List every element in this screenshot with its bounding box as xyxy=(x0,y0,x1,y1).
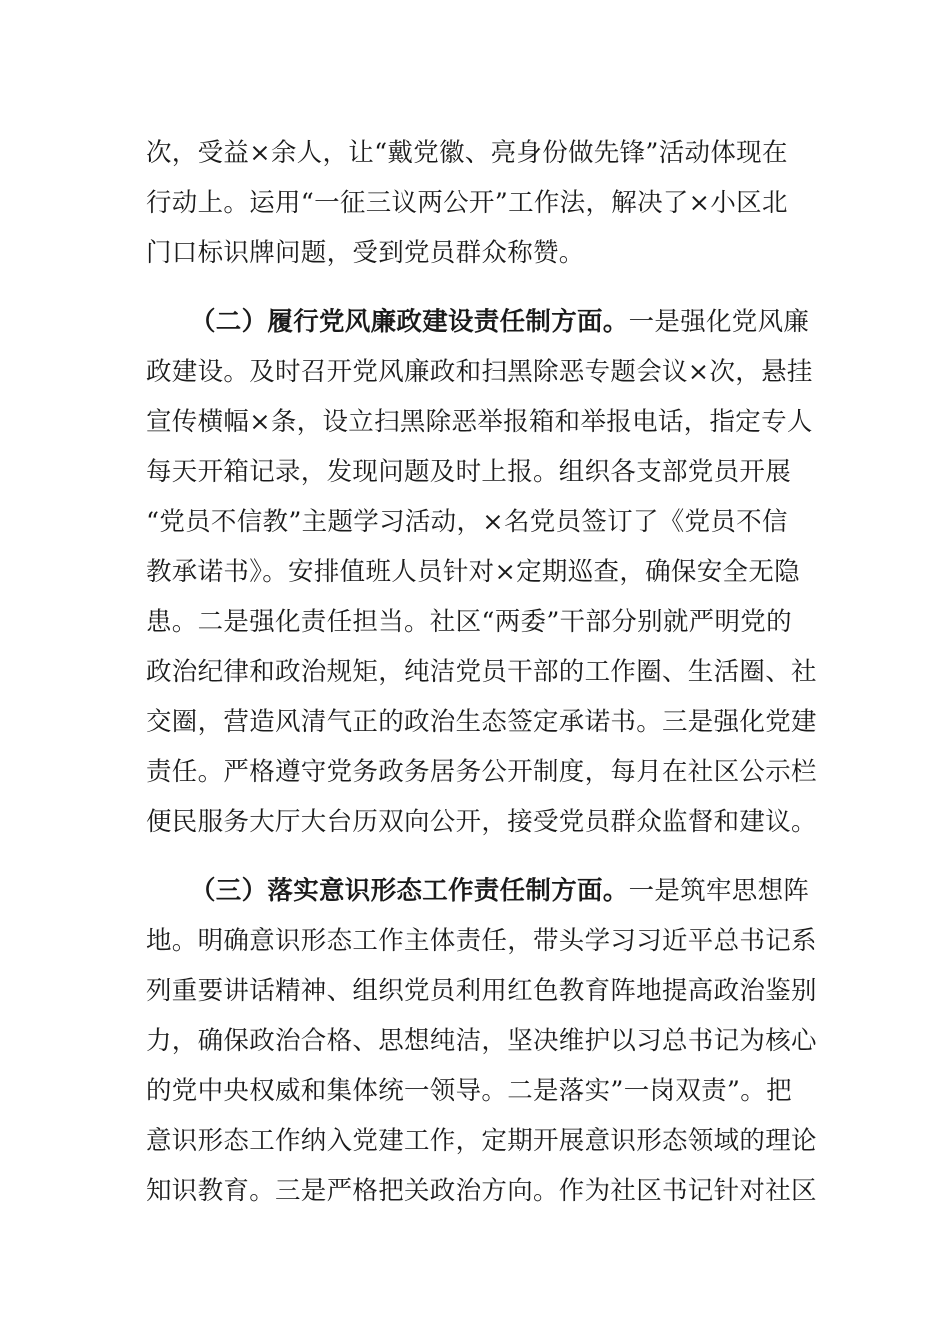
text-line: 行动上。运用“一征三议两公开”工作法，解决了×小区北 xyxy=(146,188,788,218)
text-line: 列重要讲话精神、组织党员利用红色教育阵地提高政治鉴别 xyxy=(146,976,817,1006)
document-body xyxy=(146,128,817,1216)
text-line: 便民服务大厅大台历双向公开，接受党员群众监督和建议。 xyxy=(146,807,817,837)
paragraph-3 xyxy=(146,866,817,1216)
text-line: 患。二是强化责任担当。社区“两委”干部分别就严明党的 xyxy=(146,607,792,637)
text-line: 政治纪律和政治规矩，纯洁党员干部的工作圈、生活圈、社 xyxy=(146,657,817,687)
text-line: 次，受益×余人，让“戴党徽、亮身份做先锋”活动体现在 xyxy=(146,138,788,168)
text-line: 责任。严格遵守党务政务居务公开制度，每月在社区公示栏 xyxy=(146,757,817,787)
paragraph-gap xyxy=(146,278,810,297)
text-line-first xyxy=(146,866,810,916)
text-line: 知识教育。三是严格把关政治方向。作为社区书记针对社区 xyxy=(146,1176,817,1206)
text-line: “党员不信教”主题学习活动，×名党员签订了《党员不信 xyxy=(146,507,788,537)
paragraph-1 xyxy=(146,128,810,278)
text-line: 每天开箱记录，发现问题及时上报。组织各支部党员开展 xyxy=(146,457,792,487)
text-run: 一是强化党风廉 xyxy=(628,307,810,337)
section-heading-2: （二）履行党风廉政建设责任制方面。 xyxy=(190,307,629,337)
text-line: 地。明确意识形态工作主体责任，带头学习习近平总书记系 xyxy=(146,926,817,956)
section-heading-3: （三）落实意识形态工作责任制方面。 xyxy=(190,876,629,906)
text-line: 教承诺书》。安排值班人员针对×定期巡查，确保安全无隐 xyxy=(146,557,800,587)
text-line: 宣传横幅×条，设立扫黑除恶举报箱和举报电话，指定专人 xyxy=(146,407,813,437)
text-line: 门口标识牌问题，受到党员群众称赞。 xyxy=(146,238,585,268)
text-line: 交圈，营造风清气正的政治生态签定承诺书。三是强化党建 xyxy=(146,707,817,737)
text-line: 政建设。及时召开党风廉政和扫黑除恶专题会议×次，悬挂 xyxy=(146,357,813,387)
paragraph-2 xyxy=(146,297,817,847)
text-line: 的党中央权威和集体统一领导。二是落实”一岗双责”。把 xyxy=(146,1076,792,1106)
text-run: 一是筑牢思想阵 xyxy=(628,876,810,906)
paragraph-gap xyxy=(146,847,810,866)
text-line: 意识形态工作纳入党建工作，定期开展意识形态领域的理论 xyxy=(146,1126,817,1156)
text-line: 力，确保政治合格、思想纯洁，坚决维护以习总书记为核心 xyxy=(146,1026,817,1056)
text-line-first xyxy=(146,297,810,347)
